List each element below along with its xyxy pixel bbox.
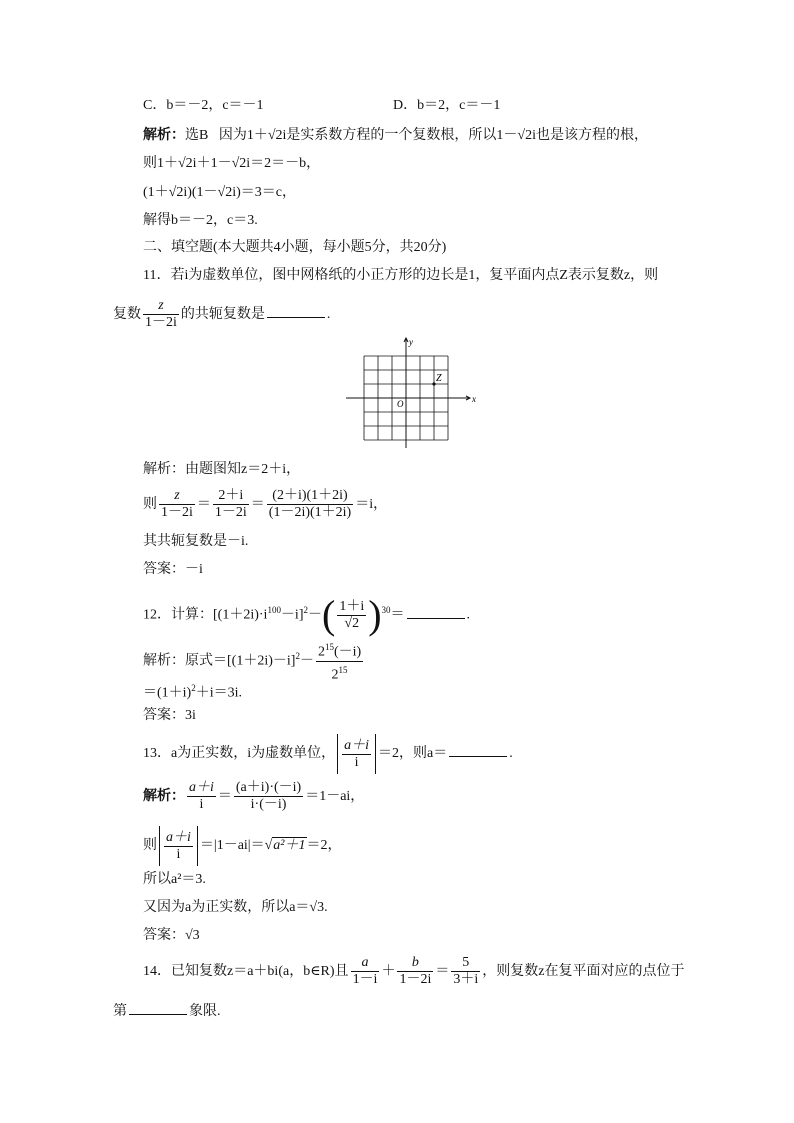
den: 2	[331, 667, 339, 683]
q13-post: ＝2，则a＝	[378, 746, 448, 762]
l2-end: ＝2，	[306, 838, 342, 854]
den: 1－2i	[161, 505, 193, 521]
q13-solution3: 所以a²＝3.	[143, 872, 206, 887]
abs-bar-right	[375, 734, 376, 774]
q11-stem2-post: 的共轭复数是	[180, 307, 265, 322]
q14-stem-line2	[113, 1000, 221, 1022]
point-z-label: Z	[436, 373, 442, 384]
q13-pre: 13．a为正实数，i为虚数单位，	[143, 746, 336, 762]
den: 3＋i	[453, 972, 479, 988]
frac-2	[213, 488, 249, 521]
plus: ＋	[381, 964, 396, 979]
sol2-post: ＋i＝3i.	[195, 685, 242, 701]
abs-bar-left	[337, 734, 338, 774]
q12-fraction	[337, 599, 366, 632]
num-post: (－i)	[333, 644, 362, 660]
l2-mid: ＝|1－ai|＝	[199, 838, 265, 854]
sqrt-content: a²＋1	[273, 838, 306, 854]
q11-stem-line2	[113, 298, 330, 332]
frac	[164, 830, 193, 863]
sup: 2	[295, 651, 300, 661]
q13-fraction	[342, 738, 371, 771]
frac-1	[159, 488, 195, 521]
q11-fraction	[143, 298, 179, 331]
num: (2＋i)(1＋2i)	[267, 488, 353, 505]
option-c: C．b＝－2，c＝－1	[143, 98, 264, 113]
abs-bar-right	[197, 826, 198, 866]
num: a＋i	[166, 829, 191, 845]
q13-solution2: 则 $\frac{a+i}{i}$ ＝|1－ai|＝√a²＋1＝2，	[143, 826, 342, 866]
q14-post: ，则复数z在复平面对应的点位于	[482, 964, 685, 979]
answer-blank[interactable]	[407, 604, 465, 619]
den: 1－i	[352, 972, 378, 988]
end: .	[466, 607, 471, 623]
frac-3	[267, 488, 353, 521]
q13-solution4: 又因为a为正实数，所以a＝√3.	[143, 900, 328, 915]
q11-stem2-pre: 复数	[113, 307, 141, 322]
num: 2	[317, 644, 325, 660]
den: 1－2i	[214, 505, 247, 521]
den: i·(－i)	[250, 797, 287, 813]
num: a＋i	[189, 780, 214, 796]
frac	[451, 955, 480, 988]
frac-num: z	[143, 298, 179, 315]
sol2-end: ＝i，	[355, 497, 388, 512]
solution-text: 因为1＋√2i是实系数方程的一个复数根，所以1－√2i也是该方程的根，	[218, 128, 648, 143]
den: i	[354, 754, 359, 770]
eq: ＝	[435, 964, 450, 979]
num: a	[351, 955, 380, 972]
q11-answer: 答案：－i	[143, 562, 203, 577]
num: b	[397, 955, 433, 972]
answer-blank[interactable]	[449, 742, 507, 757]
sup-100: 100	[267, 605, 281, 615]
den: i	[199, 797, 204, 813]
q12-mid: －i]	[280, 607, 304, 623]
right-paren: )	[368, 592, 382, 638]
sol-pre: 解析：原式＝[(1＋2i)－i]	[143, 653, 296, 669]
sol-fraction	[316, 639, 363, 683]
q13-answer: 答案：√3	[143, 928, 200, 943]
q10-solution-line2: 则1＋√2i＋1－√2i＝2＝－b，	[143, 156, 321, 171]
x-axis-label: x	[472, 394, 476, 404]
q12-answer: 答案：3i	[143, 708, 196, 723]
frac	[234, 780, 303, 813]
sup-2: 2	[303, 605, 308, 615]
q12-stem	[143, 590, 470, 636]
den: i	[176, 846, 181, 862]
l2-pre: 则	[143, 838, 157, 854]
left-paren: (	[322, 592, 336, 638]
q11-solution3: 其共轭复数是－i.	[143, 534, 249, 549]
q13-solution1: 解析： $\frac{a+i}{i}$ ＝ $\frac{(a+i)\cdot(-i)}{i\cdot(-i)}$ ＝1－ai，	[143, 780, 365, 813]
q12-pre: 12．计算：[(1＋2i)·i	[143, 607, 268, 623]
q12-solution1	[143, 636, 365, 684]
sol2: ＝(1＋i)	[143, 685, 192, 701]
q14-pre: 14．已知复数z＝a＋bi(a，b∈R)且	[143, 964, 349, 979]
answer-blank[interactable]	[129, 1000, 187, 1015]
q14-stem	[143, 955, 684, 989]
num: a＋i	[344, 737, 369, 753]
solution-label: 解析：	[143, 128, 185, 143]
axes	[346, 338, 470, 448]
frac	[187, 780, 216, 813]
abs-bar-left	[159, 826, 160, 866]
q11-stem2-end: .	[326, 307, 331, 322]
end: .	[509, 746, 513, 762]
num: z	[159, 488, 195, 505]
q10-solution-line4: 解得b＝－2，c＝3.	[143, 213, 258, 228]
solution-label: 解析：	[143, 789, 185, 804]
frac	[351, 955, 380, 988]
num: 5	[451, 955, 480, 972]
answer-blank[interactable]	[267, 303, 325, 318]
origin-label: O	[397, 399, 404, 409]
den: 1－2i	[399, 972, 432, 988]
solution-choice: 选B	[185, 128, 209, 143]
sup: 2	[191, 683, 196, 693]
q10-solution-line3: (1＋√2i)(1－√2i)＝3＝c，	[143, 185, 297, 200]
sol2-pre: 则	[143, 497, 157, 512]
num: 1＋i	[339, 598, 365, 614]
complex-plane-grid	[344, 336, 480, 452]
q11-solution2: 则 $\frac{z}{1-2i}$ ＝ $\frac{2+i}{1-2i}$ ＝ $\frac{(2+i)(1+2i)}{(1-2i)(1+2i)}$ ＝i，	[143, 488, 388, 521]
option-d: D．b＝2，c＝－1	[393, 98, 501, 113]
num: (a＋i)·(－i)	[235, 780, 302, 796]
y-axis-label: y	[409, 337, 413, 347]
q11-stem: 11．若i为虚数单位，图中网格纸的小正方形的边长是1，复平面内点Z表示复数z，则	[143, 268, 659, 283]
sup: 15	[338, 664, 348, 675]
q11-solution1: 解析：由题图知z＝2＋i，	[143, 462, 301, 477]
l2-pre: 第	[113, 1004, 127, 1019]
minus: －	[308, 607, 322, 623]
l2-post: 象限.	[189, 1004, 221, 1019]
den: √2	[344, 615, 360, 631]
eq: ＝	[390, 607, 405, 623]
section-heading: 二、填空题(本大题共4小题，每小题5分，共20分)	[143, 240, 447, 255]
frac-den: 1－2i	[145, 315, 177, 331]
sup: 15	[324, 642, 334, 653]
num: 2＋i	[213, 488, 249, 505]
den: (1－2i)(1＋2i)	[268, 505, 352, 521]
s-end: ＝1－ai，	[305, 789, 365, 804]
sup-30: 30	[381, 605, 391, 615]
q13-stem	[143, 734, 513, 774]
minus: －	[299, 653, 314, 669]
q12-solution2	[143, 678, 242, 704]
q10-solution-line1	[143, 126, 648, 146]
frac	[397, 955, 433, 988]
